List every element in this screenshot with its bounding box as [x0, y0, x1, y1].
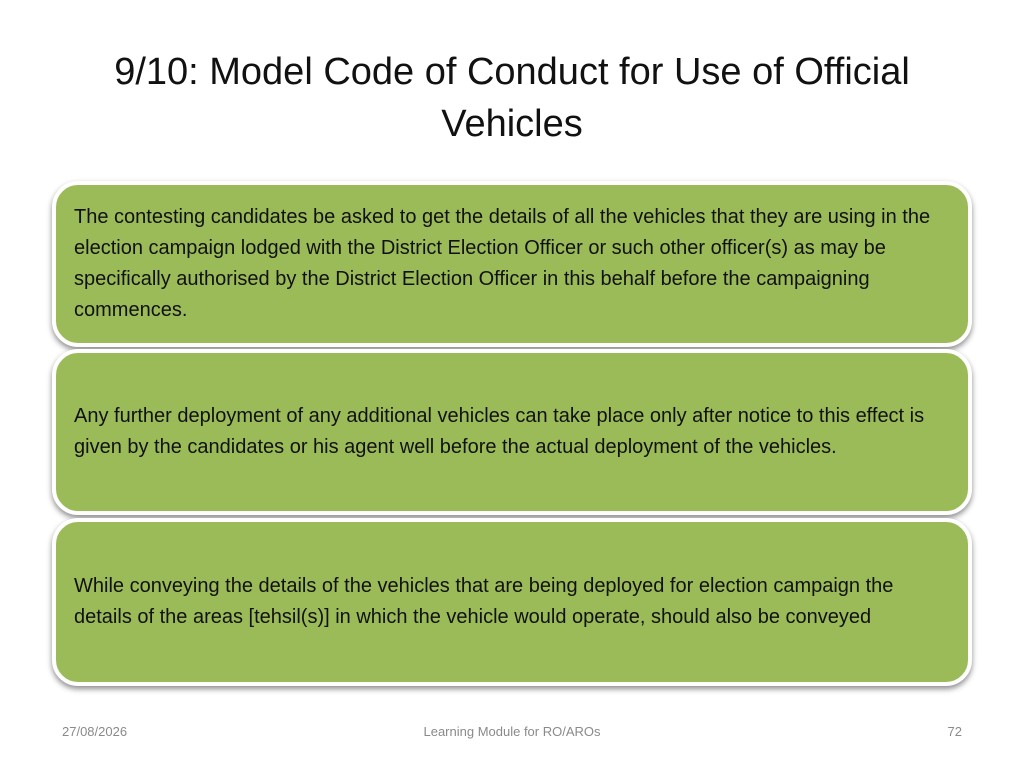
content-box-3	[52, 518, 972, 686]
footer-date: 27/08/2026	[62, 724, 128, 739]
footer-module-title: Learning Module for RO/AROs	[423, 724, 601, 739]
slide-title: 9/10: Model Code of Conduct for Use of Official Vehicles	[114, 51, 910, 145]
content-box-3-text: While conveying the details of the vehicles that are being deployed for election campaign the details of the areas [tehsil(s)] in which the vehicle would operate, should also be conveyed	[74, 575, 894, 628]
content-box-1-text: The contesting candidates be asked to get the details of all the vehicles that they are using in the election campaign lodged with the District Election Officer or such other officer(s) as may be specifically authorised by the District Election Officer in this behalf before the campaigning commences.	[74, 206, 931, 321]
content-box-2-text: Any further deployment of any additional vehicles can take place only after notice to this effect is given by the candidates or his agent well before the actual deployment of the vehicles.	[74, 405, 925, 458]
content-box-2	[52, 349, 972, 515]
footer-page-number: 72	[947, 724, 962, 739]
content-box-1	[52, 181, 972, 347]
